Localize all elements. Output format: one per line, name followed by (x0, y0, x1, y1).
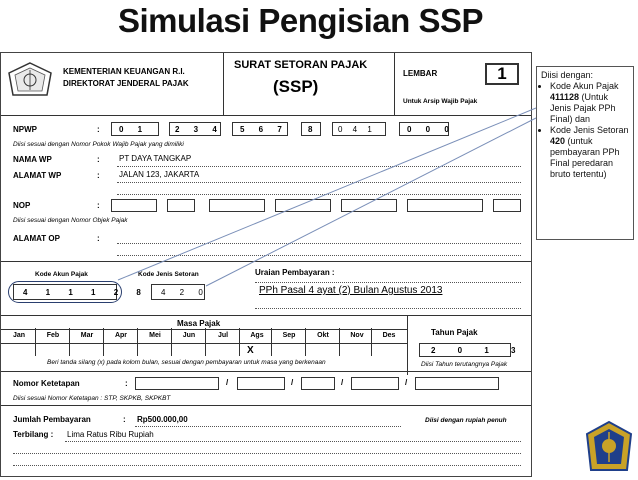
month-des[interactable]: Des (382, 332, 396, 339)
callout-item-setoran: • Kode Jenis Setoran 420 (untuk pembayaran PPh Final peredaran bruto tertentu) (550, 125, 629, 180)
slide-title: Simulasi Pengisian SSP (118, 2, 483, 39)
month-feb[interactable]: Feb (46, 332, 60, 339)
alamat-wp-value[interactable]: JALAN 123, JAKARTA (119, 170, 200, 179)
month-nov[interactable]: Nov (350, 332, 364, 339)
jumlah-label: Jumlah Pembayaran (13, 415, 91, 424)
month-jan[interactable]: Jan (12, 332, 26, 339)
alamat-op-label: ALAMAT OP (13, 234, 60, 243)
ketetapan-label: Nomor Ketetapan (13, 379, 80, 388)
nama-wp-label: NAMA WP (13, 155, 52, 164)
npwp-label: NPWP (13, 125, 37, 134)
kemenkeu-emblem-icon (584, 420, 634, 475)
kode-setoran-value: 4 2 0 (161, 288, 209, 297)
kode-setoran-label: Kode Jenis Setoran (138, 271, 199, 278)
masa-pajak-note: Beri tanda silang (x) pada kolom bulan, sesuai dengan pembayaran untuk masa yang berkenaan (47, 359, 326, 366)
nop-label: NOP (13, 201, 31, 210)
jumlah-value[interactable]: Rp500.000,00 (137, 415, 188, 424)
month-apr[interactable]: Apr (114, 332, 128, 339)
ssp-form: KEMENTERIAN KEUANGAN R.I. DIREKTORAT JENDERAL PAJAK SURAT SETORAN PAJAK (SSP) LEMBAR 1 Untuk Arsip Wajib Pajak NPWP : 0 1 2 3 4 5 6 7 8 0 4 1 0 0 0 Diisi sesuai dengan Nomor Pokok Wajib Pajak yang dimiliki NAMA WP : PT DAYA TANGKAP ALAMAT WP : JALAN 123, JAKARTA NOP : Diisi sesuai dengan Nomor Objek Pajak ALAMAT OP : Kode Akun Pajak 4 1 1 1 2 8 Kode Jenis Setoran 4 2 0 Uraian Pembayaran : PPh Pasal 4 ayat (2) Bulan Agustus 2013 Masa Pajak Tahun Pajak 2 0 1 3 Diisi Tahun terutangnya Pajak X Beri tanda silang (x) pada kolom bulan, sesuai dengan pembayaran untuk masa yang berkenaan Nomor Ketetapan : / / / / Diisi sesuai Nomor Ketetapan : STP, SKPKB, SKPKBT Jumlah Pembayaran : Rp500.000,00 Diisi dengan rupiah penuh Terbilang : Lima Ratus Ribu Rupiah (0, 52, 532, 477)
uraian-value[interactable]: PPh Pasal 4 ayat (2) Bulan Agustus 2013 (259, 285, 443, 296)
terbilang-value[interactable]: Lima Ratus Ribu Rupiah (67, 430, 154, 439)
ministry-name: KEMENTERIAN KEUANGAN R.I. (63, 67, 185, 76)
directorate-name: DIREKTORAT JENDERAL PAJAK (63, 79, 189, 88)
alamat-wp-label: ALAMAT WP (13, 171, 62, 180)
uraian-label: Uraian Pembayaran : (255, 268, 335, 277)
form-code: (SSP) (273, 77, 319, 96)
tahun-pajak-value: 2 0 1 3 (431, 346, 526, 355)
nop-note: Diisi sesuai dengan Nomor Objek Pajak (13, 217, 128, 224)
npwp-note: Diisi sesuai dengan Nomor Pokok Wajib Pajak yang dimiliki (13, 141, 184, 148)
tahun-pajak-note: Diisi Tahun terutangnya Pajak (421, 361, 508, 368)
month-mei[interactable]: Mei (149, 332, 161, 339)
tahun-pajak-label: Tahun Pajak (431, 328, 478, 337)
callout-item-akun: • Kode Akun Pajak 411128 (Untuk Jenis Pajak PPh Final) dan (550, 81, 629, 125)
masa-pajak-mark[interactable]: X (247, 345, 254, 356)
terbilang-label: Terbilang : (13, 430, 54, 439)
form-title: SURAT SETORAN PAJAK (234, 59, 368, 71)
nama-wp-value[interactable]: PT DAYA TANGKAP (119, 154, 192, 163)
month-sep[interactable]: Sep (282, 332, 296, 339)
kode-akun-value: 4 1 1 1 2 8 (23, 288, 149, 297)
month-jun[interactable]: Jun (182, 332, 196, 339)
masa-pajak-label: Masa Pajak (177, 319, 221, 328)
lembar-description: Untuk Arsip Wajib Pajak (403, 98, 478, 105)
lembar-label: LEMBAR (403, 69, 438, 78)
month-jul[interactable]: Jul (217, 332, 229, 339)
jumlah-note: Diisi dengan rupiah penuh (425, 417, 507, 424)
lembar-number: 1 (485, 63, 519, 85)
month-okt[interactable]: Okt (317, 332, 329, 339)
callout-intro: Diisi dengan: (541, 70, 594, 80)
ketetapan-note: Diisi sesuai Nomor Ketetapan : STP, SKPKB, SKPKBT (13, 395, 171, 402)
kode-akun-label: Kode Akun Pajak (35, 271, 88, 278)
month-mar[interactable]: Mar (80, 332, 94, 339)
month-ags[interactable]: Ags (250, 332, 264, 339)
